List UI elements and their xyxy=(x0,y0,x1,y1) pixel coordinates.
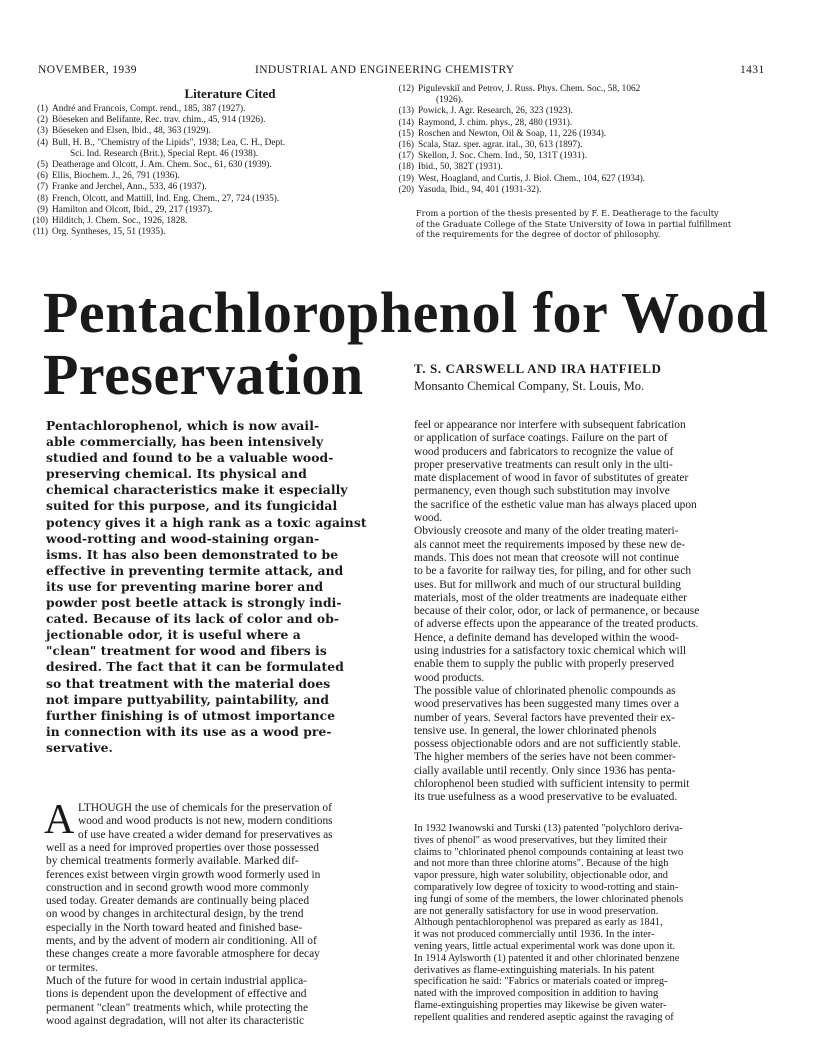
references-left-column xyxy=(22,104,285,238)
reference-text: André and Francois, Compt. rend., 185, 387 (1927). xyxy=(52,104,246,114)
abstract-line: effective in preventing termite attack, and xyxy=(46,562,344,578)
reference-text: Bull, H. B., "Chemistry of the Lipids", 1938; Lea, C. H., Dept. xyxy=(52,137,286,148)
body-line: cially available until recently. Only since 1936 has penta- xyxy=(414,764,676,777)
body-line: ferences exist between virgin growth wood formerly used in xyxy=(46,868,321,881)
header-page-number: 1431 xyxy=(740,64,765,76)
body-line: mate displacement of wood in favor of substitutes of greater xyxy=(414,472,689,485)
abstract-line: its use for preventing marine borer and xyxy=(46,578,324,594)
abstract-line: able commercially, has been intensively xyxy=(46,434,324,450)
reference-entry xyxy=(388,129,645,140)
body-line: tions is dependent upon the development of effective and xyxy=(46,988,307,1001)
body-line: enable them to supply the public with properly preserved xyxy=(414,658,675,671)
abstract-line: studied and found to be a valuable wood- xyxy=(46,450,334,466)
small-text-line: ing fungi of some of the members, the lower chlorinated phenols xyxy=(414,893,684,905)
small-text-line: vapor pressure, high water solubility, objectionable odor, and xyxy=(414,870,668,882)
reference-entry xyxy=(388,118,645,129)
small-text-line: tives of phenol" as wood preservatives, but they limited their xyxy=(414,834,667,846)
reference-number: (2) xyxy=(37,115,48,126)
body-line: especially in the North toward heated and finished base- xyxy=(46,921,303,934)
reference-text: French, Olcott, and Mattill, Ind. Eng. Chem., 27, 724 (1935). xyxy=(52,193,280,204)
abstract-line: servative. xyxy=(46,739,113,755)
reference-number: (13) xyxy=(398,106,414,117)
reference-text: Roschen and Newton, Oil & Soap, 11, 226 (1934). xyxy=(418,128,607,139)
abstract-line: jectionable odor, it is useful where a xyxy=(46,627,301,643)
abstract-line: suited for this purpose, and its fungicidal xyxy=(46,498,338,514)
small-text-line: nated with the improved composition in addition to having xyxy=(414,988,659,1000)
reference-entry xyxy=(388,106,645,117)
reference-text: Org. Syntheses, 15, 51 (1935). xyxy=(52,227,166,238)
body-line: wood. xyxy=(414,512,443,525)
footnote-line: From a portion of the thesis presented by F. E. Deatherage to the faculty xyxy=(416,208,719,218)
body-line: uses. But for millwork and much of our structural building xyxy=(414,578,682,591)
reference-number: (14) xyxy=(398,117,414,128)
body-line: its true usefulness as a wood preservative to be evaluated. xyxy=(414,791,678,804)
body-line: because of their color, odor, or lack of permanence, or because xyxy=(414,605,700,618)
reference-number: (9) xyxy=(37,204,48,215)
header-date: NOVEMBER, 1939 xyxy=(38,64,137,76)
body-line: mands. This does not mean that creosote will not continue xyxy=(414,551,679,564)
footnote-line: of the Graduate College of the State University of Iowa in partial fulfillment xyxy=(416,218,732,229)
body-line: The possible value of chlorinated phenolic compounds as xyxy=(414,684,676,697)
reference-number: (4) xyxy=(37,137,48,148)
abstract-line: further finishing is of utmost importance xyxy=(46,707,336,723)
right-column-small-text xyxy=(414,823,683,1024)
abstract-line: wood-rotting and wood-staining organ- xyxy=(46,530,320,546)
body-line: The higher members of the series have not been commer- xyxy=(414,751,676,764)
small-text-line: flame-extinguishing properties may likewise be given water- xyxy=(414,999,667,1011)
reference-entry xyxy=(22,227,285,238)
literature-cited-title: Literature Cited xyxy=(184,86,276,101)
reference-entry xyxy=(22,171,285,182)
body-line: Much of the future for wood in certain industrial applica- xyxy=(46,974,307,987)
reference-number: (7) xyxy=(37,182,48,193)
reference-entry xyxy=(388,151,645,162)
body-line: used today. Greater demands are continually being placed xyxy=(46,895,310,908)
reference-number: (1) xyxy=(37,104,48,114)
reference-text: Hilditch, J. Chem. Soc., 1926, 1828. xyxy=(52,216,188,227)
reference-text: Böeseken and Belifante, Rec. trav. chim., 45, 914 (1926). xyxy=(52,115,266,126)
reference-entry xyxy=(22,216,285,227)
body-line: construction and in second growth wood more commonly xyxy=(46,881,309,894)
reference-text: Böeseken and Elsen, Ibid., 48, 363 (1929). xyxy=(52,126,211,137)
reference-number: (19) xyxy=(398,173,414,184)
abstract-line: so that treatment with the material does xyxy=(46,675,331,691)
reference-text: Deatherage and Olcott, J. Am. Chem. Soc., 61, 630 (1939). xyxy=(52,160,272,171)
body-line: by chemical treatments formerly available. Marked dif- xyxy=(46,855,299,868)
body-line: on wood by changes in architectural design, by the trend xyxy=(46,908,304,921)
body-line: of use have created a wider demand for preservatives as xyxy=(78,828,333,841)
left-column-body xyxy=(46,842,320,1028)
small-text-line: claims to "chlorinated phenol compounds containing at least two xyxy=(414,846,684,858)
abstract-line: in connection with its use as a wood pre- xyxy=(46,723,332,739)
body-line: wood preservatives has been suggested many times over a xyxy=(414,698,680,711)
small-text-line: derivatives as flame-extinguishing materials. In his patent xyxy=(414,964,655,976)
reference-text: Skellon, J. Soc. Chem. Ind., 50, 131T (1931). xyxy=(418,151,587,162)
reference-text: Hamilton and Olcott, Ibid., 29, 217 (1937). xyxy=(52,204,213,215)
thesis-footnote xyxy=(416,208,731,240)
reference-number: (8) xyxy=(37,193,48,204)
body-line: wood producers and fabricators to recognize the value of xyxy=(414,445,674,458)
reference-entry xyxy=(22,126,285,137)
header-journal: INDUSTRIAL AND ENGINEERING CHEMISTRY xyxy=(255,64,515,76)
body-line: possess objectionable odors and are not sufficiently stable. xyxy=(414,738,681,751)
abstract-line: powder post beetle attack is strongly indi- xyxy=(46,595,342,611)
reference-entry xyxy=(22,115,285,126)
body-line: materials, most of the older treatments are inadequate either xyxy=(414,591,687,604)
reference-number: (3) xyxy=(37,126,48,137)
body-line: number of years. Several factors have prevented their ex- xyxy=(414,711,675,724)
reference-entry xyxy=(22,194,285,205)
reference-entry xyxy=(22,149,285,160)
abstract-line: Pentachlorophenol, which is now avail- xyxy=(46,418,320,433)
reference-entry xyxy=(388,162,645,173)
article-title-line-2: Preservation xyxy=(43,342,364,407)
drop-cap: A xyxy=(44,797,75,843)
body-line: using industries for a satisfactory toxic chemical which will xyxy=(414,645,687,658)
reference-entry xyxy=(388,185,645,196)
body-line: Obviously creosote and many of the older treating materi- xyxy=(414,525,679,538)
reference-number: (17) xyxy=(398,151,414,162)
body-line: permanency, even though such substitution may involve xyxy=(414,485,670,498)
abstract-line: isms. It has also been demonstrated to be xyxy=(46,546,339,562)
reference-entry xyxy=(22,160,285,171)
reference-number: (16) xyxy=(398,140,414,151)
reference-text: Ibid., 50, 382T (1931). xyxy=(418,162,503,173)
affiliation: Monsanto Chemical Company, St. Louis, Mo. xyxy=(414,379,645,393)
body-line: proper preservative treatments can result only in the ulti- xyxy=(414,458,673,471)
body-line: permanent "clean" treatments which, while protecting the xyxy=(46,1001,309,1014)
body-line: feel or appearance nor interfere with subsequent fabrication xyxy=(414,419,686,431)
reference-text: Pigulevskiĭ and Petrov, J. Russ. Phys. Chem. Soc., 58, 1062 xyxy=(418,84,641,94)
body-line: wood and wood products is not new, modern conditions xyxy=(78,815,333,828)
reference-text: Franke and Jerchel, Ann., 533, 46 (1937). xyxy=(52,182,207,193)
small-text-line: it was not produced commercially until 1936. In the inter- xyxy=(414,929,655,941)
body-line: the sacrifice of the esthetic value man has always placed upon xyxy=(414,498,697,511)
small-text-line: vening years, little actual experimental work was done upon it. xyxy=(414,940,676,952)
reference-number: (10) xyxy=(32,216,48,227)
reference-entry xyxy=(388,140,645,151)
reference-number: (15) xyxy=(398,128,414,139)
reference-text: Powick, J. Agr. Research, 26, 323 (1923). xyxy=(418,106,573,117)
abstract-line: not impare puttyability, paintability, and xyxy=(46,691,330,707)
small-text-line: comparatively low degree of toxicity to wood-rotting and stain- xyxy=(414,881,679,893)
reference-entry xyxy=(22,138,285,149)
reference-number: (18) xyxy=(398,162,414,173)
abstract-line: chemical characteristics make it especially xyxy=(46,482,348,498)
reference-number: (5) xyxy=(37,160,48,171)
abstract-line: cated. Because of its lack of color and ob- xyxy=(46,611,340,627)
reference-entry xyxy=(22,182,285,193)
reference-text: Ellis, Biochem. J., 26, 791 (1936). xyxy=(52,171,180,182)
small-text-line: In 1914 Aylsworth (1) patented it and other chlorinated benzene xyxy=(414,952,680,964)
footnote-line: of the requirements for the degree of doctor of philosophy. xyxy=(416,229,661,240)
abstract-line: "clean" treatment for wood and fibers is xyxy=(46,643,327,659)
small-text-line: and not more than three chlorine atoms". Because of the high xyxy=(414,858,669,870)
small-text-line: are not generally satisfactory for use in wood preservation. xyxy=(414,905,659,917)
reference-number: (20) xyxy=(398,184,414,195)
small-text-line: specification he said: "Fabrics or materials coated or impreg- xyxy=(414,976,668,988)
reference-number: (12) xyxy=(398,84,414,94)
body-line: wood against degradation, will not alter its characteristic xyxy=(46,1014,305,1027)
reference-entry xyxy=(388,95,645,106)
reference-entry xyxy=(388,174,645,185)
right-column-body xyxy=(414,419,699,805)
body-line: or application of surface coatings. Failure on the part of xyxy=(414,432,668,445)
body-line: wood products. xyxy=(414,671,485,684)
reference-text: Raymond, J. chim. phys., 28, 480 (1931). xyxy=(418,117,573,128)
small-text-line: In 1932 Iwanowski and Turski (13) patented "polychloro deriva- xyxy=(414,823,683,834)
small-text-line: Although pentachlorophenol was prepared as early as 1841, xyxy=(414,917,663,929)
references-right-column xyxy=(388,84,645,196)
body-line: of adverse effects upon the appearance of the treated products. xyxy=(414,618,699,631)
body-line: chlorophenol been studied with sufficient intensity to permit xyxy=(414,778,690,791)
reference-entry xyxy=(22,104,285,115)
body-line: these changes create a more favorable atmosphere for decay xyxy=(46,948,320,961)
body-line: LTHOUGH the use of chemicals for the preservation of xyxy=(78,802,332,814)
body-line: or termites. xyxy=(46,961,98,974)
abstract-line: desired. The fact that it can be formulated xyxy=(46,659,344,675)
reference-text: (1926). xyxy=(436,95,464,106)
reference-number: (11) xyxy=(32,227,48,238)
reference-text: Sci. Ind. Research (Brit.), Special Rept. 46 (1938). xyxy=(70,148,259,159)
authors: T. S. CARSWELL AND IRA HATFIELD xyxy=(414,361,662,376)
body-line: als cannot meet the requirements imposed by these new de- xyxy=(414,538,686,551)
reference-text: Scala, Staz. sper. agrar. ital., 30, 613 (1897). xyxy=(418,140,583,151)
intro-first-lines xyxy=(78,802,333,842)
abstract-line: preserving chemical. Its physical and xyxy=(46,466,307,482)
article-title-line-1: Pentachlorophenol for Wood xyxy=(43,280,769,345)
reference-number: (6) xyxy=(37,171,48,182)
reference-entry xyxy=(388,84,645,95)
body-line: to be a favorite for railway ties, for piling, and for other such xyxy=(414,565,692,578)
abstract xyxy=(46,418,367,756)
body-line: well as a need for improved properties over those possessed xyxy=(46,842,319,854)
body-line: Hence, a definite demand has developed within the wood- xyxy=(414,631,679,644)
body-line: tensive use. In general, the lower chlorinated phenols xyxy=(414,724,657,737)
body-line: ments, and by the advent of modern air conditioning. All of xyxy=(46,935,317,948)
reference-text: West, Hoagland, and Curtis, J. Biol. Chem., 104, 627 (1934). xyxy=(418,173,646,184)
small-text-line: repellent qualities and rendered aseptic against the ravaging of xyxy=(414,1011,674,1023)
abstract-line: potency gives it a high rank as a toxic against xyxy=(46,514,367,530)
reference-text: Yasuda, Ibid., 94, 401 (1931-32). xyxy=(418,184,542,195)
reference-entry xyxy=(22,205,285,216)
